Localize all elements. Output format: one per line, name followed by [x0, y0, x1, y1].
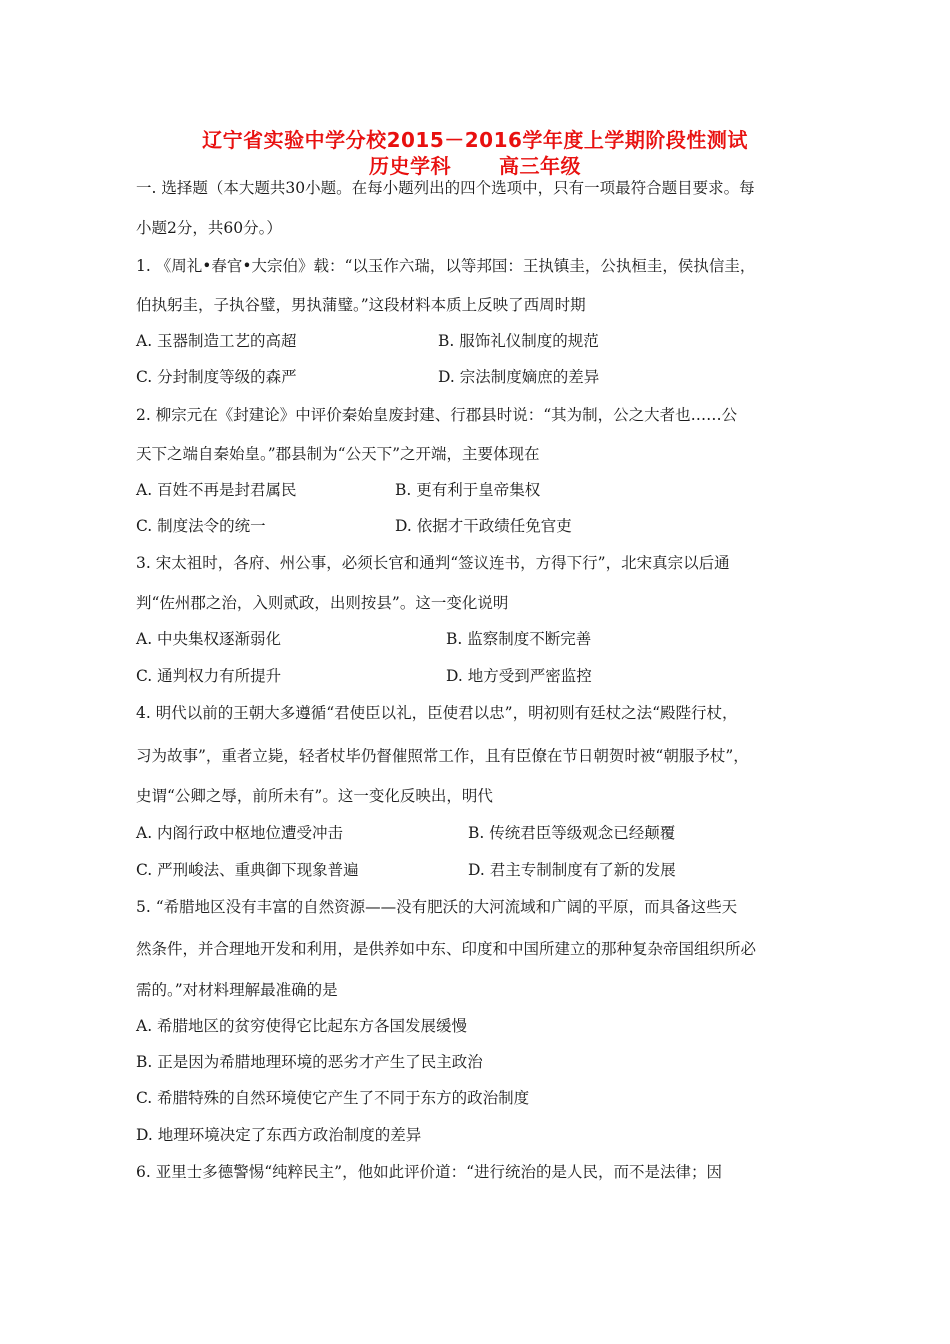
question-1-stem-line-1: 1. 《周礼•春官•大宗伯》载：“以玉作六瑞，以等邦国：王执镇圭，公执桓圭，侯执信圭，	[136, 257, 756, 275]
question-3-option-c: C. 通判权力有所提升	[136, 667, 282, 685]
section-intro-line-2: 小题2分，共60分。）	[136, 219, 282, 237]
question-4-option-a: A. 内阁行政中枢地位遭受冲击	[136, 824, 344, 842]
question-3-option-a: A. 中央集权逐渐弱化	[136, 630, 282, 648]
question-1-option-b: B. 服饰礼仪制度的规范	[438, 332, 599, 350]
question-1-option-c: C. 分封制度等级的森严	[136, 368, 297, 386]
exam-title: 辽宁省实验中学分校2015－2016学年度上学期阶段性测试	[202, 128, 748, 152]
subject-label: 历史学科	[369, 154, 451, 178]
exam-subtitle	[0, 150, 950, 179]
question-4-option-b: B. 传统君臣等级观念已经颠覆	[468, 824, 676, 842]
question-5-option-d: D. 地理环境决定了东西方政治制度的差异	[136, 1126, 422, 1144]
question-2-option-b: B. 更有利于皇帝集权	[395, 481, 541, 499]
question-2-stem-line-2: 天下之端自秦始皇。”郡县制为“公天下”之开端，主要体现在	[136, 445, 540, 463]
question-3-option-b: B. 监察制度不断完善	[446, 630, 592, 648]
question-6-stem-line-1: 6. 亚里士多德警惕“纯粹民主”，他如此评价道：“进行统治的是人民，而不是法律；因	[136, 1163, 722, 1181]
question-2-stem-line-1: 2. 柳宗元在《封建论》中评价秦始皇废封建、行郡县时说：“其为制，公之大者也……公	[136, 406, 738, 424]
question-3-option-d: D. 地方受到严密监控	[446, 667, 592, 685]
question-1-stem-line-2: 伯执躬圭，子执谷璧，男执蒲璧。”这段材料本质上反映了西周时期	[136, 296, 586, 314]
question-4-stem-line-2: 习为故事”，重者立毙，轻者杖毕仍督催照常工作，且有臣僚在节日朝贺时被“朝服予杖”，	[136, 747, 749, 765]
question-4-option-d: D. 君主专制制度有了新的发展	[468, 861, 676, 879]
question-5-option-c: C. 希腊特殊的自然环境使它产生了不同于东方的政治制度	[136, 1089, 530, 1107]
question-4-stem-line-1: 4. 明代以前的王朝大多遵循“君使臣以礼，臣使君以忠”，明初则有廷杖之法“殿陛行杖，	[136, 704, 738, 722]
question-3-stem-line-1: 3. 宋太祖时，各府、州公事，必须长官和通判“签议连书，方得下行”，北宋真宗以后通	[136, 554, 730, 572]
question-5-stem-line-3: 需的。”对材料理解最准确的是	[136, 981, 338, 999]
question-5-option-a: A. 希腊地区的贫穷使得它比起东方各国发展缓慢	[136, 1017, 468, 1035]
question-1-option-a: A. 玉器制造工艺的高超	[136, 332, 297, 350]
question-5-stem-line-2: 然条件，并合理地开发和利用，是供养如中东、印度和中国所建立的那种复杂帝国组织所必	[136, 940, 757, 958]
question-2-option-d: D. 依据才干政绩任免官吏	[395, 517, 572, 535]
question-5-option-b: B. 正是因为希腊地理环境的恶劣才产生了民主政治	[136, 1053, 483, 1071]
question-4-stem-line-3: 史谓“公卿之辱，前所未有”。这一变化反映出，明代	[136, 787, 493, 805]
question-5-stem-line-1: 5. “希腊地区没有丰富的自然资源——没有肥沃的大河流域和广阔的平原，而具备这些天	[136, 898, 738, 916]
question-2-option-a: A. 百姓不再是封君属民	[136, 481, 297, 499]
grade-label: 高三年级	[499, 154, 581, 178]
section-intro-line-1: 一. 选择题（本大题共30小题。在每小题列出的四个选项中，只有一项最符合题目要求。每	[136, 179, 755, 197]
question-1-option-d: D. 宗法制度嫡庶的差异	[438, 368, 600, 386]
question-3-stem-line-2: 判“佐州郡之治，入则贰政，出则按县”。这一变化说明	[136, 594, 509, 612]
question-4-option-c: C. 严刑峻法、重典御下现象普遍	[136, 861, 359, 879]
question-2-option-c: C. 制度法令的统一	[136, 517, 266, 535]
